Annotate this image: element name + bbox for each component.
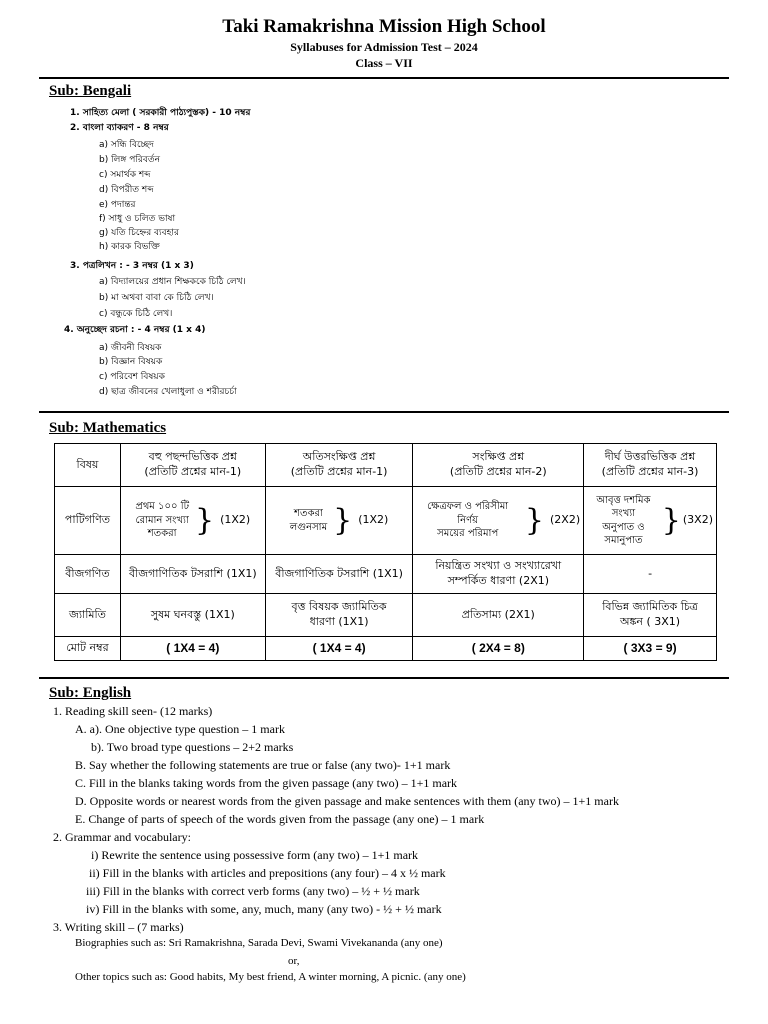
bengali-grammar-f: f) সাধু ও চলিত ভাষা bbox=[99, 214, 176, 224]
bengali-grammar-d: d) বিপরীত শব্দ bbox=[99, 185, 154, 195]
bengali-item-3: 3. পত্রলিখন : - 3 নম্বর (1 x 3) bbox=[70, 261, 194, 271]
row-label-cell: বীজগণিত bbox=[55, 555, 121, 594]
total-cell: ( 3X3 = 9) bbox=[584, 637, 717, 661]
table-cell: শতকরা লগুনসাম } (1X2) bbox=[265, 487, 413, 555]
table-header-cell: দীর্ঘ উত্তরভিত্তিক প্রশ্ন (প্রতিটি প্রশ্নের মান-3) bbox=[584, 444, 717, 487]
bengali-letter-b: b) মা অথবা বাবা কে চিঠি লেখ। bbox=[99, 293, 214, 303]
bengali-grammar-g: g) যতি চিহ্নের ব্যবহার bbox=[99, 228, 179, 238]
table-header-cell: সংক্ষিপ্ত প্রশ্ন (প্রতিটি প্রশ্নের মান-2) bbox=[413, 444, 584, 487]
table-header-cell: বহু পছন্দভিত্তিক প্রশ্ন (প্রতিটি প্রশ্নের মান-1) bbox=[120, 444, 265, 487]
english-line: 1. Reading skill seen- (12 marks) bbox=[53, 704, 213, 718]
bengali-grammar-b: b) লিঙ্গ পরিবর্তন bbox=[99, 155, 160, 165]
bengali-essay-c: c) পরিবেশ বিষয়ক bbox=[99, 372, 165, 382]
bengali-item-2: 2. বাংলা ব্যাকরণ - 8 নম্বর bbox=[70, 123, 169, 133]
english-line: A. a). One objective type question – 1 mark bbox=[75, 722, 285, 736]
table-header-cell: অতিসংক্ষিপ্ত প্রশ্ন (প্রতিটি প্রশ্নের মান-1) bbox=[265, 444, 413, 487]
bengali-item-4: 4. অনুচ্ছেদ রচনা : - 4 নম্বর (1 x 4) bbox=[64, 325, 206, 335]
table-cell: নিয়ন্ত্রিত সংখ্যা ও সংখ্যারেখা সম্পর্কিত ধারণা (2X1) bbox=[413, 555, 584, 594]
english-line: 3. Writing skill – (7 marks) bbox=[53, 920, 184, 934]
brace-icon: } bbox=[333, 502, 353, 538]
brace-icon: } bbox=[195, 502, 215, 538]
class-label: Class – VII bbox=[355, 56, 413, 70]
brace-icon: } bbox=[661, 502, 681, 538]
english-line: iii) Fill in the blanks with correct verb forms (any two) – ½ + ½ mark bbox=[86, 884, 420, 898]
total-cell: ( 1X4 = 4) bbox=[120, 637, 265, 661]
english-line: 2. Grammar and vocabulary: bbox=[53, 830, 191, 844]
table-row bbox=[55, 444, 717, 487]
bengali-heading: Sub: Bengali bbox=[49, 83, 132, 99]
bengali-grammar-c: c) সমার্থক শব্দ bbox=[99, 170, 151, 180]
table-cell: ক্ষেত্রফল ও পরিসীমা নির্ণয় সময়ের পরিমাপ } (2X2) bbox=[413, 487, 584, 555]
english-line: ii) Fill in the blanks with articles and prepositions (any four) – 4 x ½ mark bbox=[89, 866, 446, 880]
total-cell: ( 2X4 = 8) bbox=[413, 637, 584, 661]
bengali-letter-c: c) বন্ধুকে চিঠি লেখ। bbox=[99, 309, 173, 319]
row-label-cell: মোট নম্বর bbox=[55, 637, 121, 661]
bengali-letter-a: a) বিদ্যালয়ের প্রধান শিক্ষককে চিঠি লেখ। bbox=[99, 277, 246, 287]
bengali-essay-b: b) বিজ্ঞান বিষয়ক bbox=[99, 357, 163, 367]
table-cell: বৃত্ত বিষয়ক জ্যামিতিক ধারণা (1X1) bbox=[265, 594, 413, 637]
school-title: Taki Ramakrishna Mission High School bbox=[222, 16, 546, 37]
table-cell: - bbox=[584, 555, 717, 594]
english-line: or, bbox=[288, 955, 300, 967]
row-label-cell: জ্যামিতি bbox=[55, 594, 121, 637]
table-cell: বীজগাণিতিক টসরাশি (1X1) bbox=[265, 555, 413, 594]
english-line: iv) Fill in the blanks with some, any, much, many (any two) - ½ + ½ mark bbox=[86, 902, 442, 916]
header-divider bbox=[39, 77, 729, 79]
table-cell: আবৃত্ত দশমিক সংখ্যা অনুপাত ও সমানুপাত } (3X2) bbox=[584, 487, 717, 555]
table-cell: বীজগাণিতিক টসরাশি (1X1) bbox=[120, 555, 265, 594]
english-line: Other topics such as: Good habits, My best friend, A winter morning, A picnic. (any one) bbox=[75, 971, 466, 983]
english-line: b). Two broad type questions – 2+2 marks bbox=[91, 740, 294, 754]
table-cell: সুষম ঘনবস্তু (1X1) bbox=[120, 594, 265, 637]
english-heading: Sub: English bbox=[49, 685, 132, 701]
table-cell: প্রতিসাম্য (2X1) bbox=[413, 594, 584, 637]
table-row bbox=[55, 555, 717, 594]
english-line: i) Rewrite the sentence using possessive form (any two) – 1+1 mark bbox=[91, 848, 419, 862]
math-heading: Sub: Mathematics bbox=[49, 420, 167, 436]
math-divider bbox=[39, 677, 729, 679]
english-line: B. Say whether the following statements are true or false (any two)- 1+1 mark bbox=[75, 758, 451, 772]
bengali-grammar-a: a) সন্ধি বিচ্ছেদ bbox=[99, 140, 154, 150]
total-cell: ( 1X4 = 4) bbox=[265, 637, 413, 661]
document-subtitle: Syllabuses for Admission Test – 2024 bbox=[290, 40, 478, 54]
english-line: E. Change of parts of speech of the words given from the passage (any one) – 1 mark bbox=[75, 812, 485, 826]
math-marks-table bbox=[54, 443, 717, 661]
table-cell: প্রথম ১০০ টি রোমান সংখ্যা শতকরা } (1X2) bbox=[120, 487, 265, 555]
table-row bbox=[55, 594, 717, 637]
bengali-essay-d: d) ছাত্র জীবনের খেলাধুলা ও শরীরচর্চা bbox=[99, 387, 237, 397]
table-cell: বিভিন্ন জ্যামিতিক চিত্র অঙ্কন ( 3X1) bbox=[584, 594, 717, 637]
table-row bbox=[55, 637, 717, 661]
bengali-grammar-e: e) পদান্তর bbox=[99, 200, 136, 210]
bengali-item-1: 1. সাহিত্য মেলা ( সরকারী পাঠ্যপুস্তক) - 10 নম্বর bbox=[70, 108, 251, 118]
english-line: Biographies such as: Sri Ramakrishna, Sarada Devi, Swami Vivekananda (any one) bbox=[75, 937, 443, 949]
bengali-divider bbox=[39, 411, 729, 413]
english-line: D. Opposite words or nearest words from the given passage and make sentences with them (any two) – 1+1 mark bbox=[75, 794, 619, 808]
table-header-cell: বিষয় bbox=[55, 444, 121, 487]
bengali-grammar-h: h) কারক বিভক্তি bbox=[99, 242, 160, 252]
english-line: C. Fill in the blanks taking words from the given passage (any two) – 1+1 mark bbox=[75, 776, 458, 790]
bengali-essay-a: a) জীবনী বিষয়ক bbox=[99, 343, 162, 353]
table-row bbox=[55, 487, 717, 555]
brace-icon: } bbox=[524, 502, 544, 538]
row-label-cell: পাটিগণিত bbox=[55, 487, 121, 555]
